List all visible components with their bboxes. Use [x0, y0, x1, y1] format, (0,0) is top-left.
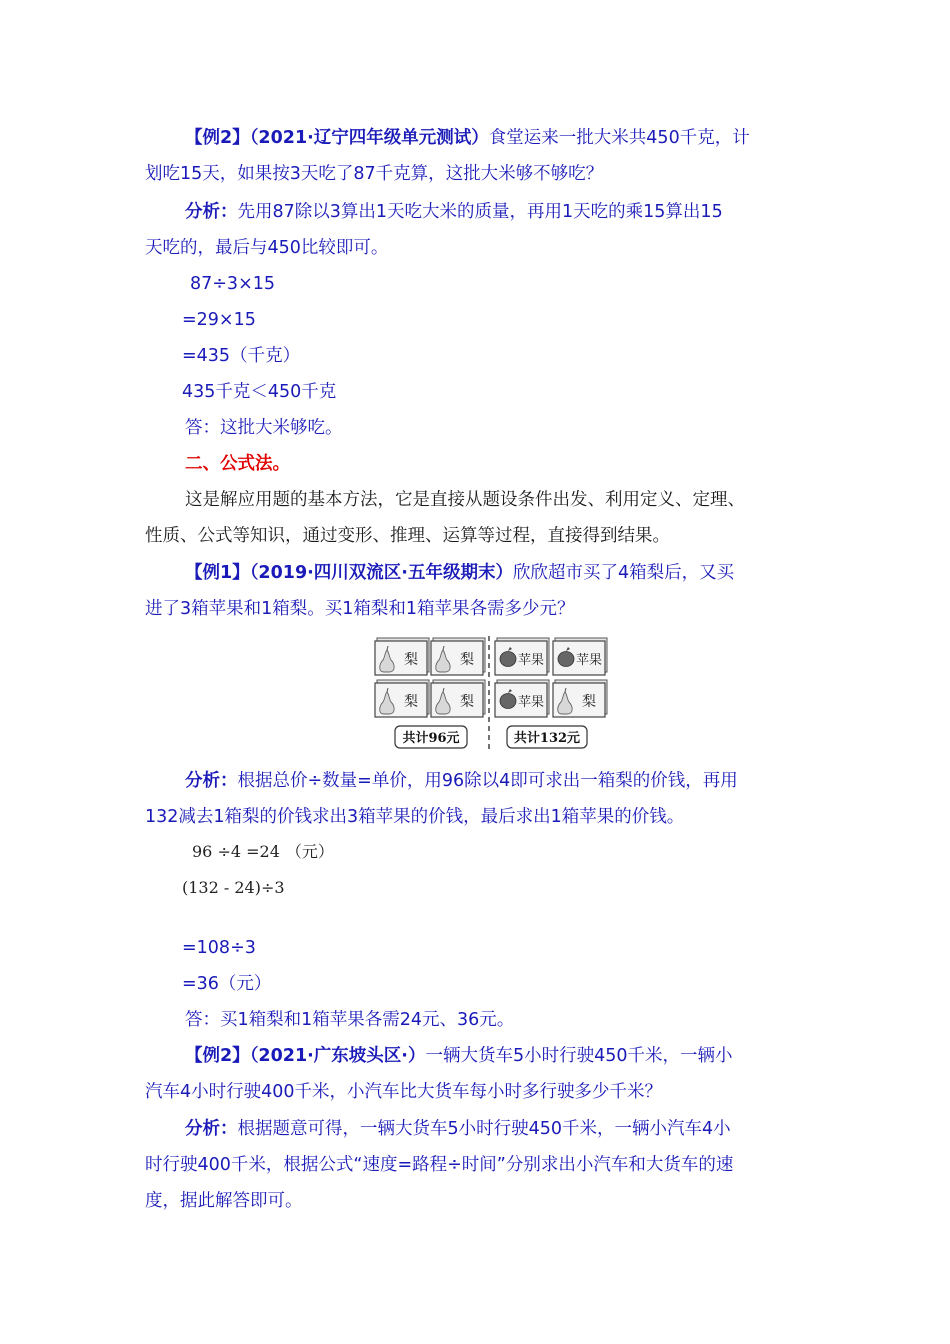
- apple-box: [553, 638, 607, 675]
- analysis-text: 根据总价÷数量=单价，用96除以4即可求出一箱梨的价钱，再用: [237, 771, 738, 791]
- example-tag: 【例1】: [185, 563, 250, 583]
- analysis-1-line-1: [185, 200, 723, 224]
- pear-box: [375, 680, 429, 717]
- answer-1: 答：这批大米够吃。: [185, 418, 343, 438]
- calc-1-comparison: 435千克＜450千克: [182, 382, 337, 402]
- analysis-2-line-2: 132减去1箱梨的价钱求出3箱苹果的价钱，最后求出1箱苹果的价钱。: [145, 807, 685, 827]
- pear-label: 梨: [582, 694, 596, 710]
- example-2b-line-1: [185, 1044, 733, 1068]
- example-text: 欣欣超市买了4箱梨后，又买: [512, 563, 735, 583]
- pear-label: 梨: [460, 652, 474, 668]
- pear-box: [431, 638, 485, 675]
- equation: 96 ÷4 =24: [192, 842, 280, 861]
- analysis-label: 分析：: [185, 771, 238, 791]
- analysis-3-line-1: [185, 1117, 731, 1141]
- analysis-label: 分析：: [185, 202, 238, 222]
- example-2-line-2: 划吃15天，如果按3天吃了87千克算，这批大米够不够吃？: [145, 164, 604, 184]
- analysis-label: 分析：: [185, 1119, 238, 1139]
- analysis-3-line-2: 时行驶400千米，根据公式“速度=路程÷时间”分别求出小汽车和大货车的速: [145, 1155, 734, 1175]
- example-text: 食堂运来一批大米共450千克，计: [488, 128, 750, 148]
- section-heading: 二、公式法。: [185, 454, 290, 474]
- calc-1-step-3: =435（千克）: [182, 346, 301, 366]
- analysis-2-line-1: [185, 769, 738, 793]
- pear-box: [553, 680, 607, 717]
- analysis-text: 根据题意可得，一辆大货车5小时行驶450千米，一辆小汽车4小: [237, 1119, 731, 1139]
- intro-line-2: 性质、公式等知识，通过变形、推理、运算等过程，直接得到结果。: [145, 526, 670, 546]
- left-total-label: 共计96元: [402, 731, 460, 746]
- equation-unit: （元）: [285, 842, 334, 861]
- example-1-line-2: 进了3箱苹果和1箱梨。买1箱梨和1箱苹果各需多少元？: [145, 599, 575, 619]
- example-source: （2021·广东坡头区·）: [249, 1046, 426, 1066]
- right-total-label: 共计132元: [513, 731, 581, 746]
- calc-2-step-2: [182, 876, 285, 900]
- example-tag: 【例2】: [185, 1046, 250, 1066]
- fruit-boxes-figure: [371, 634, 611, 754]
- pear-label: 梨: [404, 694, 418, 710]
- example-tag: 【例2】: [185, 128, 250, 148]
- calc-2-step-1: [192, 840, 334, 864]
- intro-line-1: 这是解应用题的基本方法，它是直接从题设条件出发、利用定义、定理、: [185, 490, 745, 510]
- apple-label: 苹果: [575, 653, 603, 668]
- apple-box: [495, 680, 549, 717]
- answer-2: 答：买1箱梨和1箱苹果各需24元、36元。: [185, 1010, 515, 1030]
- pear-label: 梨: [460, 694, 474, 710]
- apple-box: [495, 638, 549, 675]
- apple-label: 苹果: [517, 695, 545, 710]
- pear-box: [375, 638, 429, 675]
- analysis-text: 先用87除以3算出1天吃大米的质量，再用1天吃的乘15算出15: [237, 202, 723, 222]
- equation: (132 - 24)÷3: [182, 878, 285, 897]
- example-source: （2019·四川双流区·五年级期末）: [249, 563, 513, 583]
- calc-2-step-3: =108÷3: [182, 938, 256, 958]
- pear-box: [431, 680, 485, 717]
- analysis-3-line-3: 度，据此解答即可。: [145, 1191, 303, 1211]
- example-text: 一辆大货车5小时行驶450千米，一辆小: [425, 1046, 733, 1066]
- calc-1-step-2: =29×15: [182, 310, 256, 330]
- example-source: （2021·辽宁四年级单元测试）: [249, 128, 489, 148]
- pear-label: 梨: [404, 652, 418, 668]
- analysis-1-line-2: 天吃的，最后与450比较即可。: [145, 238, 389, 258]
- example-2b-line-2: 汽车4小时行驶400千米，小汽车比大货车每小时多行驶多少千米？: [145, 1082, 663, 1102]
- example-1-line-1: [185, 561, 734, 585]
- calc-2-step-4: =36（元）: [182, 974, 272, 994]
- apple-label: 苹果: [517, 653, 545, 668]
- calc-1-step-1: 87÷3×15: [190, 274, 275, 294]
- example-2-line-1: [185, 126, 750, 150]
